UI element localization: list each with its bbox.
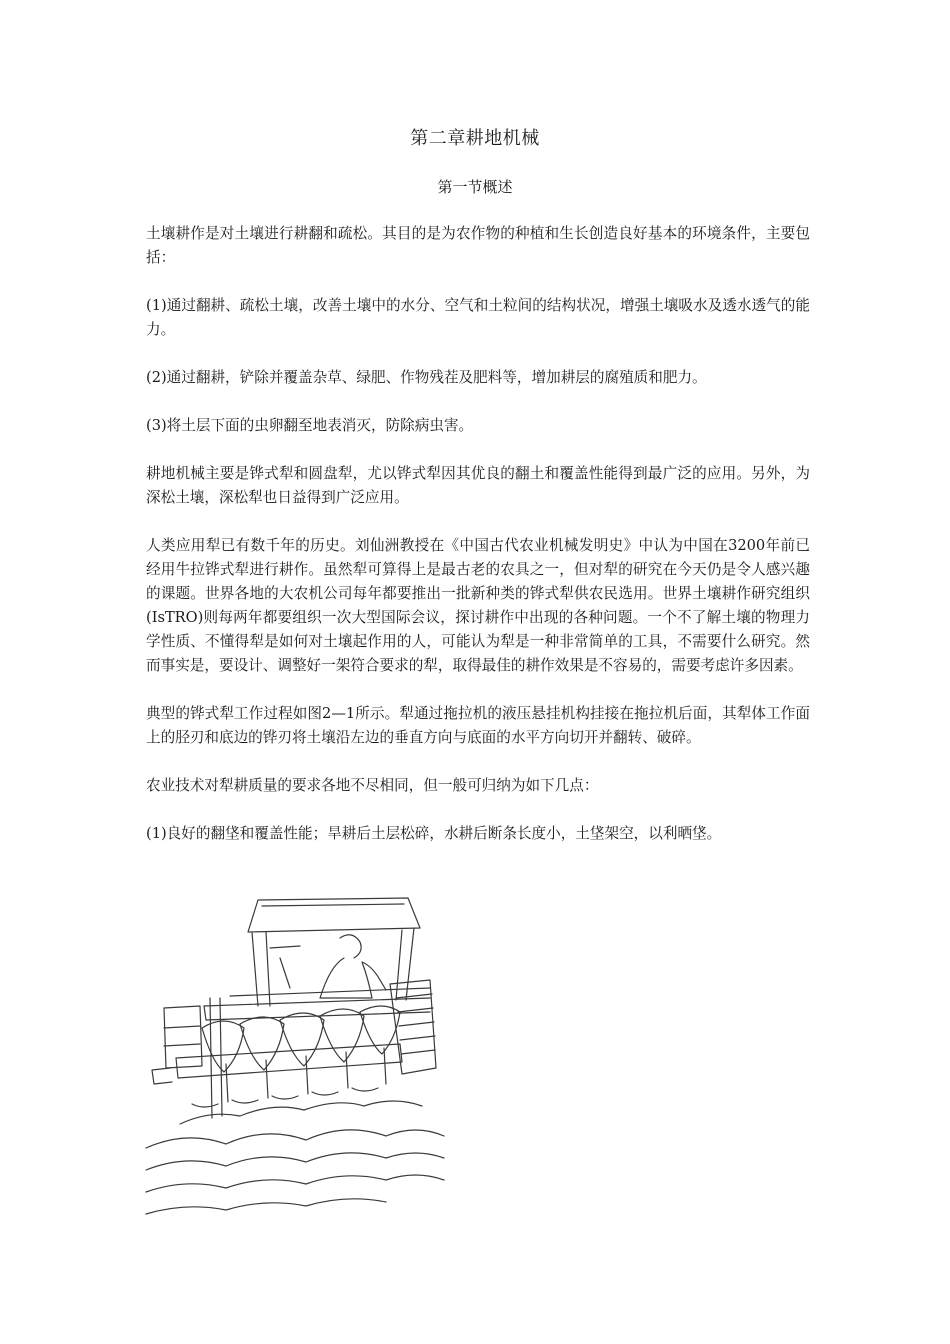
chapter-title: 第二章耕地机械 — [410, 128, 540, 149]
paragraph: 土壤耕作是对土壤进行耕翻和疏松。其目的是为农作物的种植和生长创造良好基本的环境条件，主要包括： — [146, 225, 810, 266]
section-title: 第一节概述 — [437, 178, 513, 196]
paragraph: (1)通过翻耕、疏松土壤，改善土壤中的水分、空气和土粒间的结构状况，增强土壤吸水及透水透气的能力。 — [146, 297, 810, 338]
paragraph: (3)将土层下面的虫卵翻至地表消灭，防除病虫害。 — [146, 417, 474, 434]
paragraph: 典型的铧式犁工作过程如图2—1所示。犁通过拖拉机的液压悬挂机构挂接在拖拉机后面，其犁体工作面上的胫刃和底边的铧刃将土壤沿左边的垂直方向与底面的水平方向切开并翻转、破碎。 — [146, 705, 810, 746]
paragraph: 耕地机械主要是铧式犁和圆盘犁，尤以铧式犁因其优良的翻土和覆盖性能得到最广泛的应用。另外，为深松土壤，深松犁也日益得到广泛应用。 — [146, 465, 810, 506]
document-body — [146, 222, 810, 870]
paragraph: (1)良好的翻垡和覆盖性能；旱耕后土层松碎，水耕后断条长度小，土垡架空，以利晒垡。 — [146, 825, 722, 842]
paragraph: (2)通过翻耕，铲除并覆盖杂草、绿肥、作物残茬及肥料等，增加耕层的腐殖质和肥力。 — [146, 369, 707, 386]
tractor-plow-illustration — [140, 888, 450, 1218]
paragraph: 人类应用犁已有数千年的历史。刘仙洲教授在《中国古代农业机械发明史》中认为中国在3200年前已经用牛拉铧式犁进行耕作。虽然犁可算得上是最古老的农具之一，但对犁的研究在今天仍是令人感兴趣的课题。世界各地的大农机公司每年都要推出一批新种类的铧式犁供农民选用。世界土壤耕作研究组织(IsTRO)则每两年都要组织一次大型国际会议，探讨耕作中出现的各种问题。一个不了解土壤的物理力学性质、不懂得犁是如何对土壤起作用的人，可能认为犁是一种非常简单的工具，不需要什么研究。然而事实是，要设计、调整好一架符合要求的犁，取得最佳的耕作效果是不容易的，需要考虑许多因素。 — [146, 537, 810, 674]
paragraph: 农业技术对犁耕质量的要求各地不尽相同，但一般可归纳为如下几点： — [146, 777, 599, 794]
